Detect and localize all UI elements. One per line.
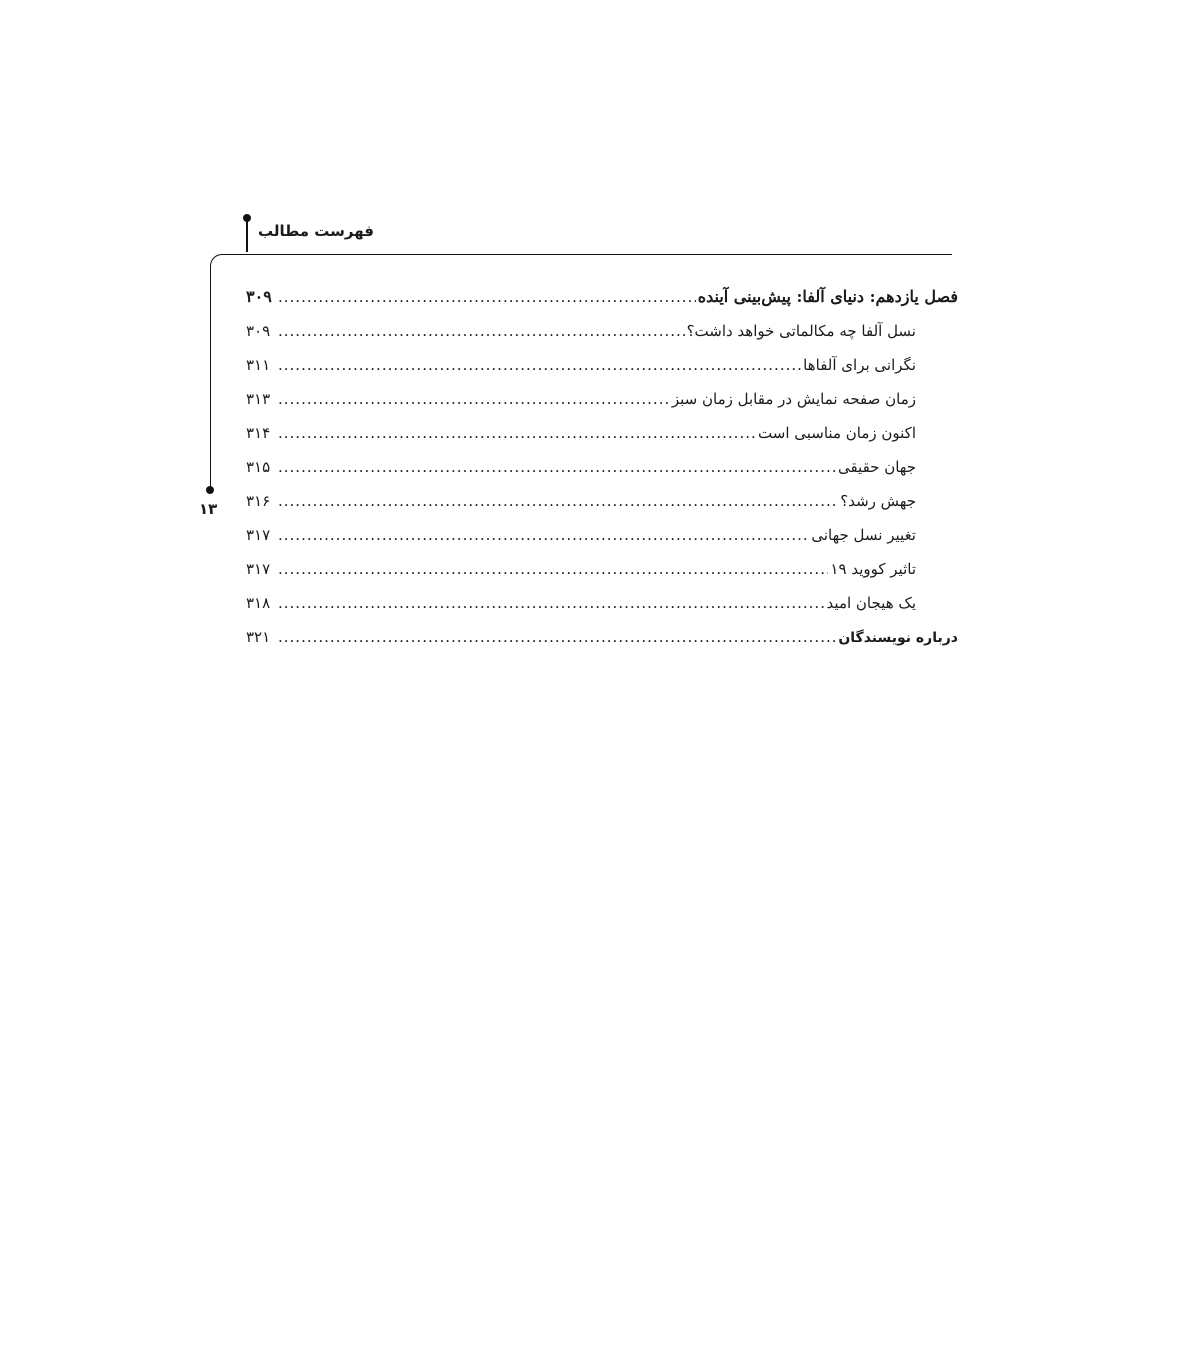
toc-entry[interactable] [246, 586, 958, 620]
toc-entry-page: ۳۱۵ [246, 458, 271, 476]
toc-entry-title: زمان صفحه نمایش در مقابل زمان سبز [671, 390, 916, 408]
toc-entry-title: تاثیر کووید ۱۹ [830, 560, 916, 578]
toc-leader-dots [278, 382, 670, 416]
toc-entry-title: نگرانی برای آلفاها [803, 356, 916, 374]
toc-entry-page: ۳۰۹ [246, 287, 272, 306]
page-number: ۱۳ [199, 500, 218, 518]
toc-entry[interactable] [246, 450, 958, 484]
toc-entry-page: ۳۱۷ [246, 560, 271, 578]
toc-entry[interactable] [246, 484, 958, 518]
toc-entry-title: جهش رشد؟ [840, 492, 916, 510]
toc-leader-dots [278, 314, 685, 348]
toc-entry-page: ۳۱۳ [246, 390, 271, 408]
toc-entry-title: نسل آلفا چه مکالماتی خواهد داشت؟ [686, 322, 916, 340]
toc-entry-page: ۳۰۹ [246, 322, 271, 340]
toc-leader-dots [278, 416, 756, 450]
toc-leader-dots [278, 280, 696, 314]
toc-entry[interactable] [246, 314, 958, 348]
toc-entry-title: جهان حقیقی [837, 458, 916, 476]
page-header-title: فهرست مطالب [258, 222, 374, 240]
toc-leader-dots [278, 450, 836, 484]
toc-entry-title: فصل یازدهم: دنیای آلفا: پیش‌بینی آینده [697, 287, 958, 306]
toc-leader-dots [278, 484, 838, 518]
toc-entry-page: ۳۲۱ [246, 628, 271, 646]
toc-entry-title: یک هیجان امید [826, 594, 916, 612]
toc-entry-page: ۳۱۷ [246, 526, 271, 544]
toc-entry-page: ۳۱۱ [246, 356, 271, 374]
toc-leader-dots [278, 518, 809, 552]
toc-entry[interactable] [246, 382, 958, 416]
toc-entry-title: تغییر نسل جهانی [811, 526, 916, 544]
toc-entry-page: ۳۱۶ [246, 492, 271, 510]
toc-entry[interactable] [246, 348, 958, 382]
toc-entry[interactable] [246, 416, 958, 450]
table-of-contents [246, 280, 958, 654]
toc-entry-about-authors[interactable] [246, 620, 958, 654]
toc-leader-dots [278, 586, 825, 620]
toc-entry[interactable] [246, 518, 958, 552]
header-marker-line [246, 219, 248, 252]
toc-entry-title: اکنون زمان مناسبی است [758, 424, 916, 442]
toc-leader-dots [278, 552, 828, 586]
toc-leader-dots [278, 620, 836, 654]
toc-entry-page: ۳۱۸ [246, 594, 271, 612]
toc-entry[interactable] [246, 552, 958, 586]
toc-leader-dots [278, 348, 801, 382]
toc-chapter-heading[interactable] [246, 280, 958, 314]
toc-entry-page: ۳۱۴ [246, 424, 271, 442]
frame-end-dot [206, 486, 214, 494]
toc-entry-title: درباره نویسندگان [838, 630, 958, 646]
